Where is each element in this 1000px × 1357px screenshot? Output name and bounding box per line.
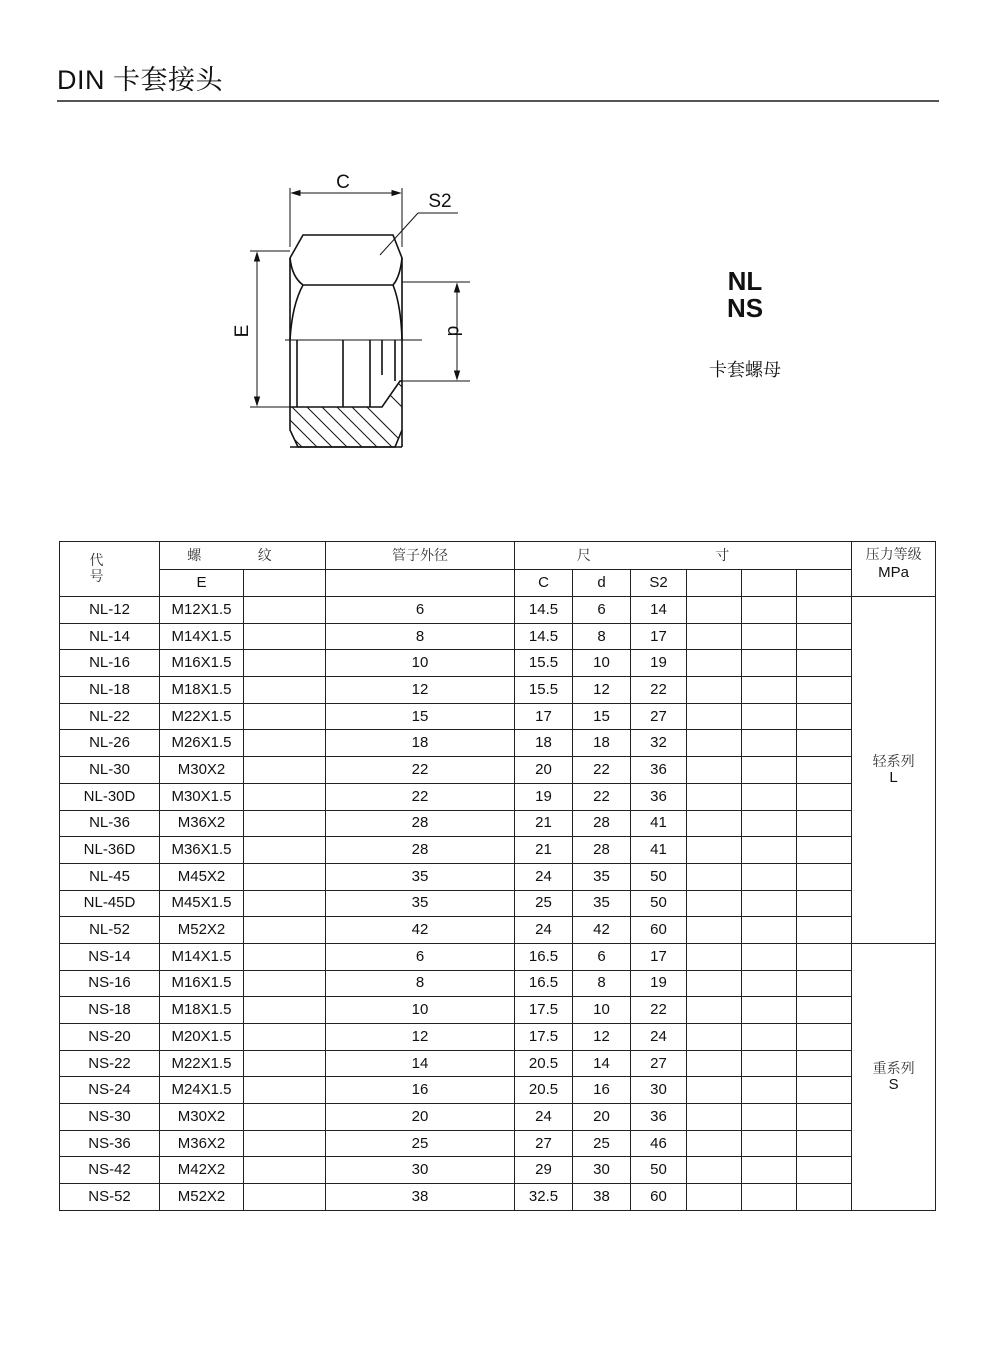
cell-dim-s2: 17 <box>631 943 687 970</box>
cell-dim-d: 8 <box>573 970 631 997</box>
cell-empty <box>687 730 742 757</box>
table-row <box>60 1130 936 1157</box>
cell-empty <box>687 1130 742 1157</box>
cell-empty <box>797 597 852 624</box>
cell-dim-s2: 50 <box>631 863 687 890</box>
cell-empty <box>797 783 852 810</box>
cell-pipe-od: 25 <box>326 1130 515 1157</box>
cell-dim-d: 35 <box>573 863 631 890</box>
cell-dim-c: 15.5 <box>515 650 573 677</box>
cell-empty <box>797 917 852 944</box>
cell-empty <box>797 943 852 970</box>
cell-pipe-od: 12 <box>326 1024 515 1051</box>
cell-code: NL-36 <box>60 810 160 837</box>
table-row <box>60 943 936 970</box>
header-dimensions: 尺 寸 <box>515 542 852 570</box>
header-empty <box>797 570 852 597</box>
cell-empty <box>797 623 852 650</box>
table-row <box>60 1184 936 1211</box>
cell-empty <box>687 1024 742 1051</box>
series-label: 重系列 <box>872 1060 915 1077</box>
cell-dim-s2: 36 <box>631 783 687 810</box>
table-row <box>60 1157 936 1184</box>
cell-thread-e: M22X1.5 <box>160 703 244 730</box>
cell-pipe-od: 6 <box>326 943 515 970</box>
cell-empty <box>797 1024 852 1051</box>
cell-thread-e: M20X1.5 <box>160 1024 244 1051</box>
cell-thread-e: M16X1.5 <box>160 650 244 677</box>
cell-code: NL-45D <box>60 890 160 917</box>
cell-dim-s2: 14 <box>631 597 687 624</box>
cell-dim-c: 17.5 <box>515 1024 573 1051</box>
cell-empty <box>687 970 742 997</box>
cell-empty <box>687 597 742 624</box>
cell-empty <box>687 1104 742 1131</box>
cell-empty <box>687 783 742 810</box>
cell-empty <box>797 863 852 890</box>
cell-empty <box>742 650 797 677</box>
cell-code: NL-14 <box>60 623 160 650</box>
cell-thread-e: M14X1.5 <box>160 623 244 650</box>
cell-empty <box>244 703 326 730</box>
cell-dim-d: 12 <box>573 1024 631 1051</box>
cell-empty <box>742 1050 797 1077</box>
cell-empty <box>742 677 797 704</box>
cell-thread-e: M18X1.5 <box>160 997 244 1024</box>
cell-dim-d: 6 <box>573 597 631 624</box>
cell-dim-s2: 36 <box>631 1104 687 1131</box>
cell-empty <box>742 597 797 624</box>
table-row <box>60 970 936 997</box>
table-row <box>60 890 936 917</box>
cell-thread-e: M30X1.5 <box>160 783 244 810</box>
cell-empty <box>742 1157 797 1184</box>
table-row <box>60 783 936 810</box>
series-cell <box>852 943 936 1210</box>
cell-empty <box>687 1184 742 1211</box>
cell-dim-d: 10 <box>573 997 631 1024</box>
cell-code: NS-20 <box>60 1024 160 1051</box>
cell-dim-c: 21 <box>515 810 573 837</box>
cell-empty <box>742 757 797 784</box>
header-code: 代 号 <box>60 542 160 597</box>
cell-empty <box>244 1157 326 1184</box>
cell-empty <box>742 997 797 1024</box>
cell-thread-e: M24X1.5 <box>160 1077 244 1104</box>
cell-pipe-od: 12 <box>326 677 515 704</box>
cell-empty <box>797 1184 852 1211</box>
cell-empty <box>687 757 742 784</box>
cell-dim-s2: 60 <box>631 917 687 944</box>
cell-code: NS-52 <box>60 1184 160 1211</box>
cell-code: NS-22 <box>60 1050 160 1077</box>
cell-dim-s2: 17 <box>631 623 687 650</box>
cell-empty <box>797 997 852 1024</box>
cell-empty <box>742 1130 797 1157</box>
cell-dim-s2: 27 <box>631 703 687 730</box>
cell-empty <box>687 1077 742 1104</box>
cell-code: NS-30 <box>60 1104 160 1131</box>
cell-dim-s2: 41 <box>631 837 687 864</box>
cell-dim-d: 28 <box>573 810 631 837</box>
cell-pipe-od: 15 <box>326 703 515 730</box>
cell-empty <box>797 1130 852 1157</box>
cell-pipe-od: 22 <box>326 757 515 784</box>
cell-pipe-od: 10 <box>326 650 515 677</box>
cell-code: NL-26 <box>60 730 160 757</box>
cell-code: NS-16 <box>60 970 160 997</box>
series-label: 轻系列 <box>872 753 915 770</box>
cell-dim-s2: 36 <box>631 757 687 784</box>
cell-thread-e: M36X1.5 <box>160 837 244 864</box>
cell-dim-c: 29 <box>515 1157 573 1184</box>
cell-dim-s2: 19 <box>631 650 687 677</box>
cell-dim-c: 17.5 <box>515 997 573 1024</box>
header-thread-e: E <box>160 570 244 597</box>
cell-code: NS-24 <box>60 1077 160 1104</box>
dimension-c-label: C <box>336 172 350 193</box>
dimension-d-label: d <box>443 325 464 337</box>
cell-pipe-od: 10 <box>326 997 515 1024</box>
cell-dim-c: 15.5 <box>515 677 573 704</box>
cell-pipe-od: 42 <box>326 917 515 944</box>
cell-dim-d: 25 <box>573 1130 631 1157</box>
cell-thread-e: M52X2 <box>160 917 244 944</box>
cell-empty <box>742 1077 797 1104</box>
cell-dim-c: 20.5 <box>515 1077 573 1104</box>
table-row <box>60 917 936 944</box>
table-row <box>60 757 936 784</box>
cell-dim-c: 25 <box>515 890 573 917</box>
table-row <box>60 677 936 704</box>
cell-empty <box>797 650 852 677</box>
cell-dim-s2: 32 <box>631 730 687 757</box>
cell-empty <box>687 650 742 677</box>
header-dim-s2: S2 <box>631 570 687 597</box>
cell-empty <box>244 943 326 970</box>
cell-dim-c: 14.5 <box>515 597 573 624</box>
cell-empty <box>687 677 742 704</box>
cell-dim-c: 17 <box>515 703 573 730</box>
cell-dim-c: 16.5 <box>515 970 573 997</box>
cell-code: NL-52 <box>60 917 160 944</box>
cell-empty <box>687 943 742 970</box>
cell-empty <box>742 917 797 944</box>
cell-pipe-od: 20 <box>326 1104 515 1131</box>
cell-code: NS-36 <box>60 1130 160 1157</box>
table-row <box>60 623 936 650</box>
cell-empty <box>244 1050 326 1077</box>
cell-code: NL-22 <box>60 703 160 730</box>
cell-empty <box>687 703 742 730</box>
cell-empty <box>244 757 326 784</box>
dimension-e <box>250 251 290 407</box>
cell-empty <box>797 1157 852 1184</box>
cell-thread-e: M16X1.5 <box>160 970 244 997</box>
section-hatching <box>250 365 440 455</box>
cell-pipe-od: 22 <box>326 783 515 810</box>
cell-empty <box>742 970 797 997</box>
cell-code: NL-30 <box>60 757 160 784</box>
cell-dim-c: 27 <box>515 1130 573 1157</box>
cell-thread-e: M22X1.5 <box>160 1050 244 1077</box>
cell-dim-d: 35 <box>573 890 631 917</box>
cell-empty <box>244 597 326 624</box>
table-row <box>60 863 936 890</box>
product-name: 卡套螺母 <box>709 360 781 380</box>
cell-empty <box>687 917 742 944</box>
cell-empty <box>244 890 326 917</box>
cell-empty <box>797 1050 852 1077</box>
cell-dim-s2: 30 <box>631 1077 687 1104</box>
cell-dim-s2: 22 <box>631 677 687 704</box>
cell-code: NL-16 <box>60 650 160 677</box>
table-row <box>60 730 936 757</box>
cell-code: NS-18 <box>60 997 160 1024</box>
cell-thread-e: M36X2 <box>160 1130 244 1157</box>
cell-empty <box>742 703 797 730</box>
table-row <box>60 650 936 677</box>
cell-empty <box>244 863 326 890</box>
cell-pipe-od: 30 <box>326 1157 515 1184</box>
cell-pipe-od: 35 <box>326 863 515 890</box>
cell-pipe-od: 18 <box>326 730 515 757</box>
cell-empty <box>742 810 797 837</box>
page-title: DIN 卡套接头 <box>57 65 223 95</box>
cell-empty <box>244 997 326 1024</box>
cell-empty <box>244 730 326 757</box>
cell-thread-e: M30X2 <box>160 757 244 784</box>
table-row <box>60 1050 936 1077</box>
cell-dim-s2: 27 <box>631 1050 687 1077</box>
cell-thread-e: M18X1.5 <box>160 677 244 704</box>
cell-thread-e: M45X2 <box>160 863 244 890</box>
title-divider <box>57 100 939 102</box>
cell-empty <box>244 677 326 704</box>
header-empty <box>742 570 797 597</box>
cell-dim-d: 28 <box>573 837 631 864</box>
cell-thread-e: M30X2 <box>160 1104 244 1131</box>
cell-empty <box>742 1184 797 1211</box>
cell-dim-d: 22 <box>573 783 631 810</box>
cell-empty <box>742 623 797 650</box>
series-cell <box>852 597 936 944</box>
cell-dim-d: 6 <box>573 943 631 970</box>
cell-dim-c: 19 <box>515 783 573 810</box>
cell-dim-s2: 50 <box>631 1157 687 1184</box>
cell-empty <box>687 1157 742 1184</box>
table-row <box>60 997 936 1024</box>
cell-empty <box>244 623 326 650</box>
table-row <box>60 810 936 837</box>
cell-empty <box>244 810 326 837</box>
cell-pipe-od: 28 <box>326 810 515 837</box>
cell-empty <box>244 1077 326 1104</box>
header-empty <box>244 570 326 597</box>
cell-dim-d: 16 <box>573 1077 631 1104</box>
cell-dim-s2: 22 <box>631 997 687 1024</box>
dimension-e-label: E <box>232 324 253 338</box>
cell-empty <box>797 837 852 864</box>
cell-thread-e: M14X1.5 <box>160 943 244 970</box>
cell-empty <box>742 1104 797 1131</box>
cell-empty <box>797 1077 852 1104</box>
table-row <box>60 1077 936 1104</box>
cell-pipe-od: 38 <box>326 1184 515 1211</box>
cell-empty <box>687 997 742 1024</box>
cell-dim-c: 18 <box>515 730 573 757</box>
cell-pipe-od: 8 <box>326 970 515 997</box>
cell-empty <box>687 623 742 650</box>
cell-code: NL-45 <box>60 863 160 890</box>
cell-empty <box>742 890 797 917</box>
cell-empty <box>797 703 852 730</box>
cell-dim-c: 14.5 <box>515 623 573 650</box>
product-codes <box>700 268 790 322</box>
cell-dim-s2: 24 <box>631 1024 687 1051</box>
cell-thread-e: M45X1.5 <box>160 890 244 917</box>
series-letter: S <box>888 1075 899 1093</box>
cell-code: NS-42 <box>60 1157 160 1184</box>
cell-dim-s2: 46 <box>631 1130 687 1157</box>
cell-pipe-od: 16 <box>326 1077 515 1104</box>
cell-empty <box>687 1050 742 1077</box>
cell-empty <box>742 837 797 864</box>
dimension-c <box>290 188 402 247</box>
table-row <box>60 837 936 864</box>
cell-empty <box>742 863 797 890</box>
cell-empty <box>742 943 797 970</box>
series-letter: L <box>889 768 898 786</box>
product-code-nl: NL <box>727 266 763 296</box>
cell-empty <box>244 1024 326 1051</box>
cell-pipe-od: 6 <box>326 597 515 624</box>
cell-dim-d: 14 <box>573 1050 631 1077</box>
header-thread: 螺 纹 <box>160 542 326 570</box>
cell-empty <box>797 970 852 997</box>
cell-dim-d: 22 <box>573 757 631 784</box>
header-dim-c: C <box>515 570 573 597</box>
cell-thread-e: M42X2 <box>160 1157 244 1184</box>
cell-empty <box>244 1104 326 1131</box>
cell-dim-c: 24 <box>515 917 573 944</box>
cell-empty <box>244 1130 326 1157</box>
cell-dim-c: 24 <box>515 863 573 890</box>
cell-dim-s2: 50 <box>631 890 687 917</box>
header-pipe-od: 管子外径 <box>326 542 515 570</box>
table-row <box>60 1024 936 1051</box>
cell-code: NL-36D <box>60 837 160 864</box>
cell-empty <box>797 757 852 784</box>
cell-code: NL-18 <box>60 677 160 704</box>
cell-pipe-od: 28 <box>326 837 515 864</box>
cell-dim-c: 20.5 <box>515 1050 573 1077</box>
cell-dim-c: 16.5 <box>515 943 573 970</box>
cell-empty <box>687 810 742 837</box>
cell-dim-d: 10 <box>573 650 631 677</box>
cell-empty <box>797 1104 852 1131</box>
cell-thread-e: M52X2 <box>160 1184 244 1211</box>
cell-dim-s2: 60 <box>631 1184 687 1211</box>
product-code-ns: NS <box>726 293 764 323</box>
cell-code: NL-30D <box>60 783 160 810</box>
table-row <box>60 703 936 730</box>
cell-pipe-od: 8 <box>326 623 515 650</box>
cell-pipe-od: 35 <box>326 890 515 917</box>
cell-empty <box>244 970 326 997</box>
nut-body <box>290 235 402 447</box>
cell-dim-d: 8 <box>573 623 631 650</box>
header-empty <box>326 570 515 597</box>
cell-dim-s2: 19 <box>631 970 687 997</box>
cell-pipe-od: 14 <box>326 1050 515 1077</box>
dimension-s2-label: S2 <box>428 191 452 212</box>
cell-empty <box>244 837 326 864</box>
cell-dim-c: 21 <box>515 837 573 864</box>
cell-dim-s2: 41 <box>631 810 687 837</box>
cell-dim-d: 12 <box>573 677 631 704</box>
cell-thread-e: M36X2 <box>160 810 244 837</box>
header-dim-d: d <box>573 570 631 597</box>
cell-dim-c: 20 <box>515 757 573 784</box>
cell-empty <box>244 917 326 944</box>
cell-empty <box>687 863 742 890</box>
spec-table <box>59 541 936 1211</box>
cell-dim-d: 42 <box>573 917 631 944</box>
cell-empty <box>687 837 742 864</box>
cell-empty <box>742 783 797 810</box>
cell-empty <box>244 650 326 677</box>
cell-empty <box>797 890 852 917</box>
dimension-s2 <box>380 213 458 255</box>
cell-dim-d: 18 <box>573 730 631 757</box>
cell-dim-d: 38 <box>573 1184 631 1211</box>
cell-dim-d: 15 <box>573 703 631 730</box>
header-empty <box>687 570 742 597</box>
cell-empty <box>797 810 852 837</box>
cell-empty <box>244 783 326 810</box>
cell-empty <box>797 677 852 704</box>
cell-empty <box>687 890 742 917</box>
cell-empty <box>742 1024 797 1051</box>
cell-dim-d: 20 <box>573 1104 631 1131</box>
nut-technical-drawing <box>232 165 480 455</box>
table-row <box>60 1104 936 1131</box>
cell-dim-c: 32.5 <box>515 1184 573 1211</box>
cell-code: NL-12 <box>60 597 160 624</box>
cell-dim-d: 30 <box>573 1157 631 1184</box>
cell-thread-e: M26X1.5 <box>160 730 244 757</box>
cell-empty <box>742 730 797 757</box>
cell-code: NS-14 <box>60 943 160 970</box>
table-row <box>60 597 936 624</box>
cell-dim-c: 24 <box>515 1104 573 1131</box>
header-pressure: 压力等级 MPa <box>852 542 936 597</box>
cell-empty <box>244 1184 326 1211</box>
cell-thread-e: M12X1.5 <box>160 597 244 624</box>
cell-empty <box>797 730 852 757</box>
